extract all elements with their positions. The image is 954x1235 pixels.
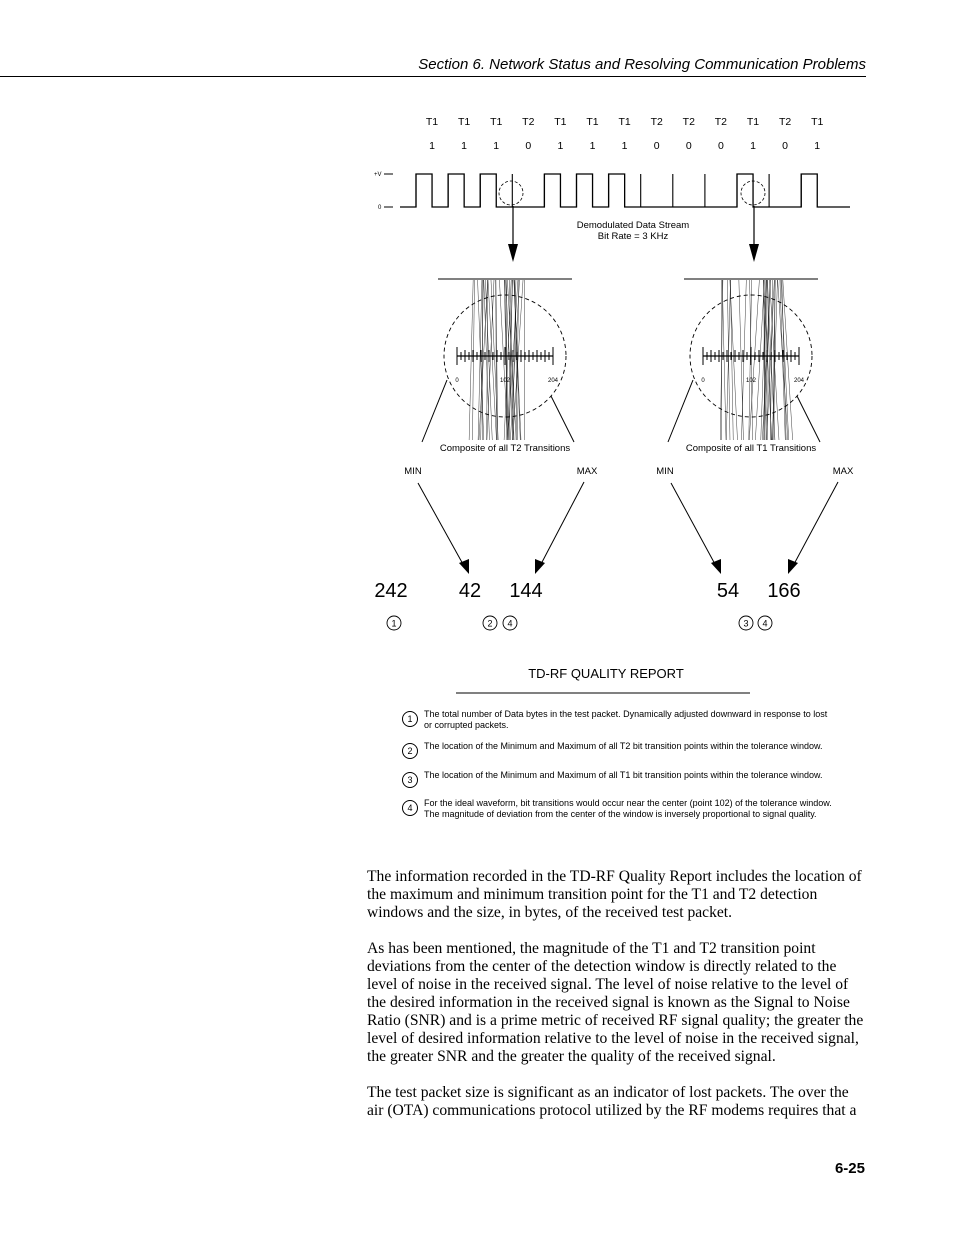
bit-value: 0 <box>685 140 692 152</box>
report-title: TD-RF QUALITY REPORT <box>528 666 684 681</box>
legend-number: 1 <box>402 711 418 727</box>
body-paragraph: As has been mentioned, the magnitude of the T1 and T2 transition point deviations from the center of the detection window is directly related to the level of noise in the received signal. The level of noise relative to the level of the desired information in the received signal is known as the Signal to Noise Ratio (SNR) and is a prime metric of received RF signal quality; the greater the level of desired information relative to the level of noise in the received signal, the greater SNR and the greater the quality of the received signal. <box>367 940 864 1065</box>
t1-min-label: MIN <box>656 466 674 477</box>
scale-label: 0 <box>455 378 459 384</box>
bit-value: 1 <box>621 140 628 152</box>
legend-text: The total number of Data bytes in the test packet. Dynamically adjusted downward in response to lost or corrupted packets. <box>424 709 828 730</box>
stream-caption-line2: Bit Rate = 3 KHz <box>597 231 669 242</box>
numbered-marker-label: 1 <box>391 618 397 629</box>
bit-value: 1 <box>589 140 596 152</box>
body-paragraph: The information recorded in the TD-RF Quality Report includes the location of the maximum and minimum transition point for the T1 and T2 detection windows and the size, in bytes, of the received test packet. <box>367 868 862 921</box>
scale-label: 0 <box>701 378 705 384</box>
scale-label: 102 <box>745 378 757 384</box>
bit-label: T1 <box>457 116 471 128</box>
axis-plus-label: +V <box>374 172 382 178</box>
t1-composite-caption: Composite of all T1 Transitions <box>685 443 817 454</box>
bit-value: 0 <box>717 140 724 152</box>
body-paragraph: The test packet size is significant as an indicator of lost packets. The over the air (OTA) communications protocol utilized by the RF modems requires that a <box>367 1084 857 1119</box>
stream-caption-line1: Demodulated Data Stream <box>576 220 690 231</box>
t2-composite-caption: Composite of all T2 Transitions <box>439 443 571 454</box>
bit-label: T1 <box>618 116 631 128</box>
t2-tolerance-window <box>422 279 574 442</box>
scale-label: 102 <box>499 378 511 384</box>
t2-max-label: MAX <box>576 466 598 477</box>
arrow-icon <box>788 559 798 574</box>
bit-value: 1 <box>493 140 500 152</box>
t2-transition-marker <box>499 181 523 205</box>
numbered-marker-label: 4 <box>762 618 768 629</box>
section-title: Section 6. Network Status and Resolving Communication Problems <box>418 56 866 73</box>
report-t1-max-value: 166 <box>767 580 801 602</box>
bit-value: 1 <box>750 140 756 152</box>
legend-number: 2 <box>402 743 418 759</box>
bit-label: T2 <box>682 116 695 128</box>
numbered-marker-label: 3 <box>743 618 749 629</box>
bit-value: 0 <box>653 140 660 152</box>
bit-label: T2 <box>522 116 535 128</box>
bit-label: T1 <box>554 116 567 128</box>
bit-label: T1 <box>490 116 503 128</box>
t1-tolerance-window <box>668 279 820 442</box>
bit-value: 0 <box>525 140 532 152</box>
report-t1-min-value: 54 <box>716 580 740 602</box>
axis-zero-label: 0 <box>378 205 382 211</box>
numbered-marker-label: 2 <box>487 618 493 629</box>
bit-label-row <box>426 116 824 128</box>
legend-text: For the ideal waveform, bit transitions would occur near the center (point 102) of the tolerance window. The magnitude of deviation from the center of the window is inversely proportional to signal quality. <box>424 798 832 819</box>
bit-value: 1 <box>814 140 821 152</box>
bit-value: 0 <box>782 140 789 152</box>
bit-value: 1 <box>461 140 468 152</box>
bit-label: T2 <box>778 116 792 128</box>
t1-max-label: MAX <box>832 466 854 477</box>
arrow-down-icon <box>749 244 759 262</box>
legend-text: The location of the Minimum and Maximum of all T2 bit transition points within the tolerance window. <box>424 741 823 751</box>
bit-value-row <box>429 140 820 152</box>
bit-value: 1 <box>557 140 564 152</box>
bit-label: T2 <box>650 116 663 128</box>
scale-label: 204 <box>793 378 805 384</box>
bit-label: T1 <box>811 116 824 128</box>
report-t2-max-value: 144 <box>509 580 543 602</box>
bit-label: T1 <box>586 116 599 128</box>
data-stream-waveform <box>400 174 850 207</box>
bit-label: T2 <box>714 116 728 128</box>
scale-label: 204 <box>547 378 559 384</box>
legend-text: The location of the Minimum and Maximum of all T1 bit transition points within the tolerance window. <box>424 770 823 780</box>
legend-number: 4 <box>402 800 418 816</box>
legend-number: 3 <box>402 772 418 788</box>
bit-label: T1 <box>746 116 760 128</box>
report-t2-min-value: 42 <box>458 580 482 602</box>
bit-value: 1 <box>429 140 435 152</box>
waveform-path <box>400 174 850 207</box>
bit-label: T1 <box>425 116 439 128</box>
report-markers <box>387 616 772 630</box>
arrow-down-icon <box>508 244 518 262</box>
arrow-icon <box>459 559 469 574</box>
t2-min-label: MIN <box>404 466 422 477</box>
arrow-icon <box>535 559 545 574</box>
arrow-icon <box>711 559 721 574</box>
report-bytes-value: 242 <box>374 580 408 602</box>
page-number: 6-25 <box>834 1160 865 1177</box>
numbered-marker-label: 4 <box>507 618 513 629</box>
